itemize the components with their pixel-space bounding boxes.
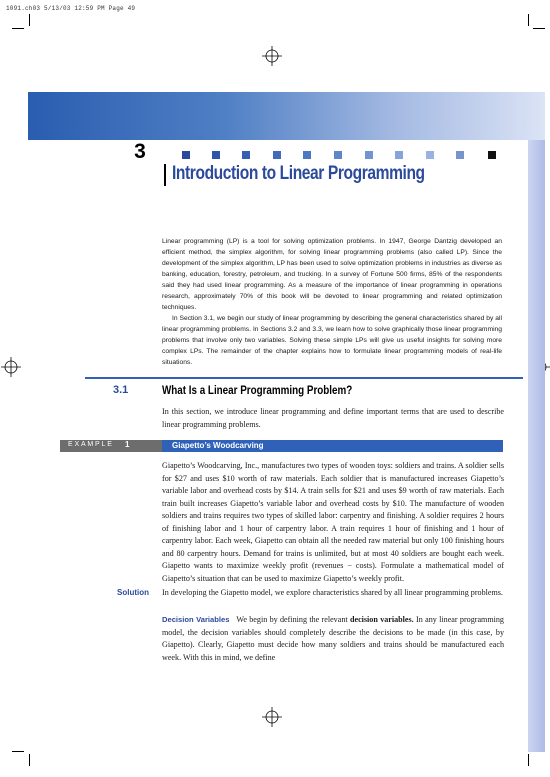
decision-variables-text-after: In any linear programming model, the decision variables should completely describe the decisions to be made (in this case, by Giapetto). Clearly, Giapetto must decide how many soldiers and trains should be manufactured each week. With this in mind, we define <box>162 615 504 662</box>
solution-label: Solution <box>117 588 149 597</box>
square-mark <box>365 151 373 159</box>
square-mark <box>334 151 342 159</box>
solution-paragraph: In developing the Giapetto model, we explore characteristics shared by all linear programming problems. <box>162 588 503 597</box>
example-title: Giapetto’s Woodcarving <box>172 441 264 450</box>
decision-variables-heading: Decision Variables <box>162 615 230 624</box>
square-mark <box>488 151 496 159</box>
chapter-title-rule <box>164 164 166 186</box>
decision-variables-paragraph <box>162 614 504 664</box>
decision-variables-term: decision variables. <box>349 615 414 624</box>
page-side-strip <box>528 140 545 752</box>
crop-mark-bottom-left-h <box>12 751 24 752</box>
chapter-header-band <box>28 92 545 140</box>
section-title: What Is a Linear Programming Problem? <box>162 383 353 397</box>
chapter-number: 3 <box>134 140 146 163</box>
registration-mark-left <box>1 357 21 377</box>
section-rule <box>85 377 523 379</box>
square-mark <box>456 151 464 159</box>
crop-mark-top-right-h <box>533 28 545 29</box>
square-mark <box>182 151 190 159</box>
decision-variables-text-before: We begin by defining the relevant <box>236 615 348 624</box>
square-mark <box>212 151 220 159</box>
crop-mark-top-right-v <box>528 14 529 26</box>
square-mark <box>426 151 434 159</box>
intro-paragraph: In Section 3.1, we begin our study of linear programming by describing the general characteristics shared by all linear programming problems. In Sections 3.2 and 3.3, we learn how to solve graphically those linear programming problems that involve only two variables. Solving these simple LPs will give us useful insights for solving more complex LPs. The remainder of the chapter explains how to formulate linear programming models of real-life situations. <box>162 315 502 366</box>
print-slug: 1091.ch03 5/13/03 12:59 PM Page 49 <box>6 5 136 12</box>
section-number: 3.1 <box>113 384 129 396</box>
chapter-square-row <box>0 151 550 161</box>
example-statement: Giapetto’s Woodcarving, Inc., manufactures two types of wooden toys: soldiers and trains. A soldier sells for $27 and uses $10 worth of raw materials. Each soldier that is manufactured increases Giapetto’s variable labor and overhead costs by $14. A train sells for $21 and uses $9 worth of raw materials. Each train built increases Giapetto’s variable labor and overhead costs by $10. The manufacture of wooden soldiers and trains requires two types of skilled labor: carpentry and finishing. A soldier requires 2 hours of finishing labor and 1 hour of carpentry labor. A train requires 1 hour of finishing and 1 hour of carpentry labor. Each week, Giapetto can obtain all the needed raw material but only 100 finishing hours and 80 carpentry hours. Demand for trains is unlimited, but at most 40 soldiers are bought each week. Giapetto wants to maximize weekly profit (revenues − costs). Formulate a mathematical model of Giapetto’s situation that can be used to maximize Giapetto’s weekly profit. <box>162 461 504 583</box>
chapter-intro <box>162 236 502 368</box>
registration-mark-bottom <box>262 707 282 727</box>
square-mark <box>273 151 281 159</box>
square-mark <box>395 151 403 159</box>
crop-mark-bottom-right-v <box>528 754 529 766</box>
square-mark <box>242 151 250 159</box>
crop-mark-top-left-v <box>29 14 30 26</box>
square-mark <box>303 151 311 159</box>
crop-mark-top-left-h <box>12 28 24 29</box>
registration-mark-top <box>262 46 282 66</box>
crop-mark-bottom-left-v <box>29 754 30 766</box>
example-number: 1 <box>125 440 130 449</box>
chapter-title: Introduction to Linear Programming <box>172 163 425 184</box>
intro-paragraph: Linear programming (LP) is a tool for solving optimization problems. In 1947, George Dantzig developed an efficient method, the simplex algorithm, for solving linear programming problems (also called LP). Since the development of the simplex algorithm, LP has been used to solve optimization problems in industries as diverse as banking, education, forestry, petroleum, and trucking. In a survey of Fortune 500 firms, 85% of the respondents said they had used linear programming. As a measure of the importance of linear programming in operations research, approximately 70% of this book will be devoted to linear programming and related optimization techniques. <box>162 238 502 311</box>
section-lead-paragraph: In this section, we introduce linear programming and define important terms that are used to describe linear programming problems. <box>162 407 504 429</box>
example-label: EXAMPLE <box>68 441 114 448</box>
